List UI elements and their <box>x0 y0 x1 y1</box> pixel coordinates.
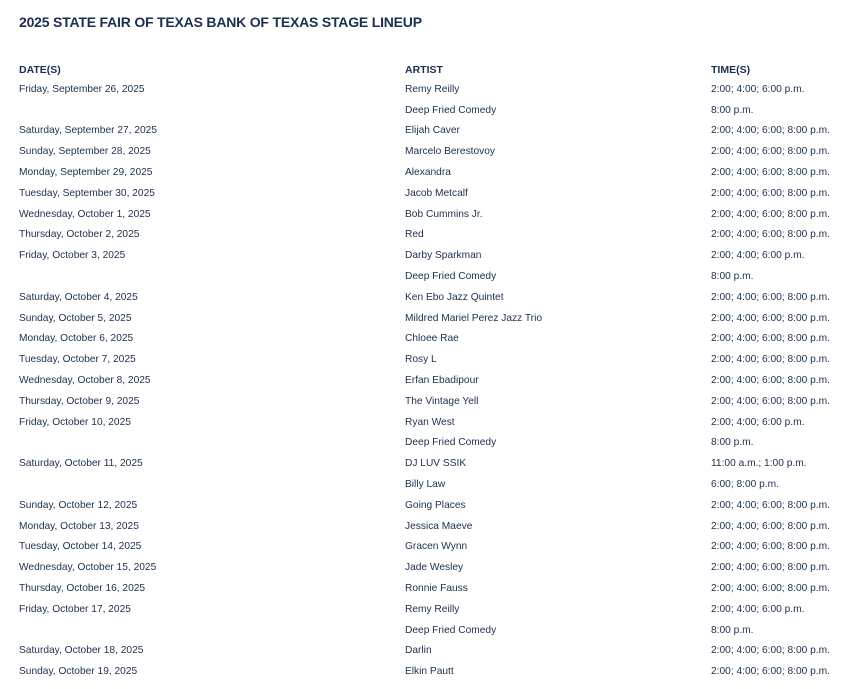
time-cell: 2:00; 4:00; 6:00; 8:00 p.m. <box>711 541 830 553</box>
artist-cell: Jessica Maeve <box>405 520 473 532</box>
time-cell: 8:00 p.m. <box>711 437 754 449</box>
artist-cell: Marcelo Berestovoy <box>405 146 496 158</box>
date-cell: Monday, October 6, 2025 <box>19 333 134 345</box>
artist-cell: Rosy L <box>405 354 437 366</box>
date-cell: Monday, October 13, 2025 <box>19 520 139 532</box>
date-cell: Saturday, October 4, 2025 <box>19 291 138 303</box>
table-row <box>19 162 839 183</box>
time-cell: 2:00; 4:00; 6:00; 8:00 p.m. <box>711 167 830 179</box>
table-header-row <box>19 60 839 79</box>
artist-cell: Jacob Metcalf <box>405 187 468 199</box>
table-row <box>19 433 839 454</box>
date-cell: Thursday, October 9, 2025 <box>19 395 140 407</box>
time-cell: 2:00; 4:00; 6:00; 8:00 p.m. <box>711 146 830 158</box>
table-row <box>19 183 839 204</box>
table-row <box>19 225 839 246</box>
date-cell: Tuesday, October 14, 2025 <box>19 541 142 553</box>
table-row <box>19 141 839 162</box>
table-row <box>19 516 839 537</box>
artist-cell: Billy Law <box>405 479 446 491</box>
date-cell <box>19 266 405 287</box>
date-cell: Thursday, October 2, 2025 <box>19 229 140 241</box>
table-row <box>19 121 839 142</box>
date-cell <box>19 620 405 641</box>
table-row <box>19 495 839 516</box>
artist-cell: Elijah Caver <box>405 125 460 137</box>
date-cell: Wednesday, October 15, 2025 <box>19 562 157 574</box>
date-cell <box>19 433 405 454</box>
artist-column-header: ARTIST <box>405 63 443 76</box>
table-row <box>19 287 839 308</box>
time-cell: 8:00 p.m. <box>711 104 754 116</box>
table-row <box>19 641 839 662</box>
date-cell: Sunday, September 28, 2025 <box>19 146 151 158</box>
artist-cell: Ken Ebo Jazz Quintet <box>405 291 504 303</box>
page-title: 2025 STATE FAIR OF TEXAS BANK OF TEXAS STAGE LINEUP <box>19 14 422 30</box>
time-cell: 2:00; 4:00; 6:00; 8:00 p.m. <box>711 187 830 199</box>
artist-cell: Deep Fried Comedy <box>405 104 497 116</box>
date-cell: Friday, September 26, 2025 <box>19 83 145 95</box>
artist-cell: Ronnie Fauss <box>405 583 468 595</box>
artist-cell: Remy Reilly <box>405 83 460 95</box>
date-cell: Saturday, September 27, 2025 <box>19 125 157 137</box>
artist-cell: Darby Sparkman <box>405 250 482 262</box>
artist-cell: Mildred Mariel Perez Jazz Trio <box>405 312 543 324</box>
artist-cell: Deep Fried Comedy <box>405 271 497 283</box>
table-row <box>19 349 839 370</box>
table-row <box>19 453 839 474</box>
table-row <box>19 391 839 412</box>
date-column-header: DATE(S) <box>19 63 61 76</box>
table-body <box>19 79 839 682</box>
date-cell: Friday, October 17, 2025 <box>19 603 131 615</box>
time-cell: 2:00; 4:00; 6:00; 8:00 p.m. <box>711 291 830 303</box>
time-cell: 2:00; 4:00; 6:00 p.m. <box>711 416 805 428</box>
time-cell: 2:00; 4:00; 6:00; 8:00 p.m. <box>711 666 830 678</box>
table-row <box>19 620 839 641</box>
artist-cell: Deep Fried Comedy <box>405 624 497 636</box>
table-row <box>19 661 839 682</box>
artist-cell: Deep Fried Comedy <box>405 437 497 449</box>
date-cell <box>19 474 405 495</box>
artist-cell: Going Places <box>405 499 466 511</box>
artist-cell: Erfan Ebadipour <box>405 375 479 387</box>
time-cell: 2:00; 4:00; 6:00; 8:00 p.m. <box>711 375 830 387</box>
date-cell: Saturday, October 18, 2025 <box>19 645 144 657</box>
table-row <box>19 537 839 558</box>
time-cell: 2:00; 4:00; 6:00; 8:00 p.m. <box>711 583 830 595</box>
artist-cell: Remy Reilly <box>405 603 460 615</box>
time-column-header: TIME(S) <box>711 63 751 76</box>
table-row <box>19 329 839 350</box>
table-row <box>19 204 839 225</box>
date-cell: Wednesday, October 8, 2025 <box>19 375 151 387</box>
artist-cell: Darlin <box>405 645 432 657</box>
table-row <box>19 245 839 266</box>
table-row <box>19 474 839 495</box>
time-cell: 2:00; 4:00; 6:00; 8:00 p.m. <box>711 645 830 657</box>
date-cell: Friday, October 3, 2025 <box>19 250 126 262</box>
table-row <box>19 599 839 620</box>
artist-cell: Red <box>405 229 424 241</box>
time-cell: 2:00; 4:00; 6:00; 8:00 p.m. <box>711 208 830 220</box>
date-cell: Saturday, October 11, 2025 <box>19 458 143 470</box>
date-cell: Friday, October 10, 2025 <box>19 416 131 428</box>
date-cell: Sunday, October 19, 2025 <box>19 666 138 678</box>
time-cell: 2:00; 4:00; 6:00; 8:00 p.m. <box>711 520 830 532</box>
table-row <box>19 370 839 391</box>
table-row <box>19 578 839 599</box>
date-cell: Tuesday, September 30, 2025 <box>19 187 155 199</box>
table-row <box>19 100 839 121</box>
time-cell: 2:00; 4:00; 6:00; 8:00 p.m. <box>711 562 830 574</box>
date-cell: Tuesday, October 7, 2025 <box>19 354 136 366</box>
artist-cell: Elkin Pautt <box>405 666 454 678</box>
time-cell: 2:00; 4:00; 6:00; 8:00 p.m. <box>711 354 830 366</box>
date-cell: Sunday, October 12, 2025 <box>19 499 138 511</box>
time-cell: 2:00; 4:00; 6:00 p.m. <box>711 250 805 262</box>
date-cell <box>19 100 405 121</box>
time-cell: 2:00; 4:00; 6:00; 8:00 p.m. <box>711 125 830 137</box>
artist-cell: Alexandra <box>405 167 451 179</box>
date-cell: Monday, September 29, 2025 <box>19 167 153 179</box>
time-cell: 8:00 p.m. <box>711 624 754 636</box>
artist-cell: The Vintage Yell <box>405 395 479 407</box>
date-cell: Wednesday, October 1, 2025 <box>19 208 151 220</box>
artist-cell: DJ LUV SSIK <box>405 458 467 470</box>
time-cell: 2:00; 4:00; 6:00; 8:00 p.m. <box>711 395 830 407</box>
time-cell: 2:00; 4:00; 6:00; 8:00 p.m. <box>711 229 830 241</box>
table-row <box>19 79 839 100</box>
time-cell: 11:00 a.m.; 1:00 p.m. <box>711 458 807 470</box>
time-cell: 2:00; 4:00; 6:00; 8:00 p.m. <box>711 333 830 345</box>
table-row <box>19 557 839 578</box>
date-cell: Thursday, October 16, 2025 <box>19 583 146 595</box>
time-cell: 6:00; 8:00 p.m. <box>711 479 779 491</box>
date-cell: Sunday, October 5, 2025 <box>19 312 132 324</box>
time-cell: 2:00; 4:00; 6:00; 8:00 p.m. <box>711 499 830 511</box>
artist-cell: Bob Cummins Jr. <box>405 208 483 220</box>
lineup-table <box>19 60 839 682</box>
artist-cell: Gracen Wynn <box>405 541 468 553</box>
artist-cell: Ryan West <box>405 416 455 428</box>
time-cell: 2:00; 4:00; 6:00; 8:00 p.m. <box>711 312 830 324</box>
table-row <box>19 412 839 433</box>
table-row <box>19 308 839 329</box>
time-cell: 8:00 p.m. <box>711 271 754 283</box>
artist-cell: Chloee Rae <box>405 333 459 345</box>
table-row <box>19 266 839 287</box>
time-cell: 2:00; 4:00; 6:00 p.m. <box>711 83 805 95</box>
artist-cell: Jade Wesley <box>405 562 464 574</box>
time-cell: 2:00; 4:00; 6:00 p.m. <box>711 603 805 615</box>
